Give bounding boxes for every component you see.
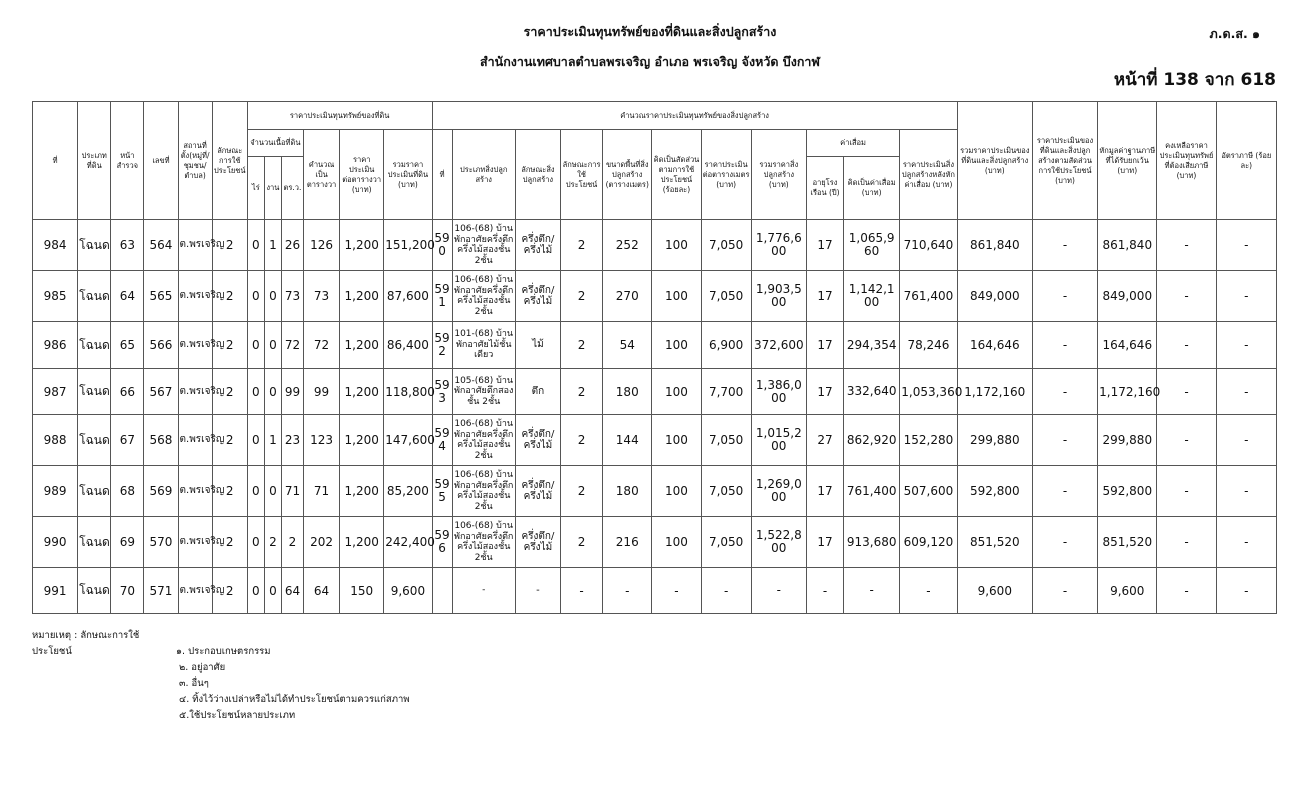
cell-location: ต.พรเจริญ — [178, 322, 212, 369]
cell-rai: 0 — [247, 568, 264, 614]
cell-b-area: 180 — [603, 369, 652, 415]
cell-sq-wa: 26 — [281, 220, 303, 271]
cell-b-area: 144 — [603, 415, 652, 466]
cell-age: - — [806, 568, 843, 614]
col-header-land-use: ลักษณะการใช้ประโยชน์ — [212, 102, 247, 220]
cell-depr-amount: 332,640 — [844, 369, 900, 415]
col-header-ngan: งาน — [264, 157, 281, 220]
cell-grand-total: 849,000 — [957, 271, 1032, 322]
cell-rai: 0 — [247, 517, 264, 568]
cell-taxable: - — [1157, 568, 1216, 614]
cell-b-net: - — [900, 568, 957, 614]
col-header-building-area: ขนาดพื้นที่สิ่งปลูกสร้าง (ตารางเมตร) — [603, 130, 652, 220]
notes-section — [32, 628, 410, 724]
cell-age: 17 — [806, 271, 843, 322]
col-header-building-use: ลักษณะการใช้ประโยชน์ — [561, 130, 603, 220]
cell-price-per-sq-wa: 1,200 — [340, 220, 384, 271]
cell-b-no: 596 — [432, 517, 452, 568]
cell-deed-no: 568 — [144, 415, 178, 466]
cell-price-per-sq-wa: 1,200 — [340, 466, 384, 517]
cell-total-sq-wa: 64 — [304, 568, 340, 614]
cell-b-style: ครึ่งตึก/ครึ่งไม้ — [515, 220, 560, 271]
cell-partial-value: - — [1032, 322, 1097, 369]
col-header-building-percent: คิดเป็นสัดส่วนตามการใช้ประโยชน์ (ร้อยละ) — [652, 130, 701, 220]
cell-b-percent: 100 — [652, 517, 701, 568]
cell-b-area: 270 — [603, 271, 652, 322]
cell-b-area: 180 — [603, 466, 652, 517]
table-row — [33, 322, 1277, 369]
cell-b-style: ครึ่งตึก/ครึ่งไม้ — [515, 466, 560, 517]
cell-no: 986 — [33, 322, 78, 369]
cell-land-type: โฉนด — [78, 220, 111, 271]
cell-ngan: 0 — [264, 322, 281, 369]
cell-b-percent: 100 — [652, 220, 701, 271]
cell-b-price-sqm: 7,050 — [701, 466, 751, 517]
cell-tax-rate: - — [1216, 271, 1276, 322]
cell-rai: 0 — [247, 415, 264, 466]
cell-ngan: 0 — [264, 568, 281, 614]
cell-rai: 0 — [247, 322, 264, 369]
cell-partial-value: - — [1032, 517, 1097, 568]
group-header-depreciation: ค่าเสื่อม — [806, 130, 899, 157]
cell-b-style: ครึ่งตึก/ครึ่งไม้ — [515, 517, 560, 568]
col-header-total-sq-wa: คำนวณเป็นตารางวา — [304, 130, 340, 220]
cell-b-use: 2 — [561, 220, 603, 271]
cell-deduction: 861,840 — [1098, 220, 1157, 271]
cell-location: ต.พรเจริญ — [178, 415, 212, 466]
col-header-taxable: คงเหลือราคาประเมินทุนทรัพย์ที่ต้องเสียภาษี (บาท) — [1157, 102, 1216, 220]
cell-grand-total: 861,840 — [957, 220, 1032, 271]
cell-deduction: 851,520 — [1098, 517, 1157, 568]
cell-grand-total: 1,172,160 — [957, 369, 1032, 415]
cell-land-type: โฉนด — [78, 568, 111, 614]
cell-land-total: 151,200 — [384, 220, 432, 271]
cell-land-total: 118,800 — [384, 369, 432, 415]
cell-b-net: 609,120 — [900, 517, 957, 568]
table-row — [33, 415, 1277, 466]
cell-deed-no: 571 — [144, 568, 178, 614]
cell-deed-no: 564 — [144, 220, 178, 271]
cell-b-total: 1,903,500 — [751, 271, 806, 322]
cell-no: 987 — [33, 369, 78, 415]
col-header-building-total: รวมราคาสิ่งปลูกสร้าง (บาท) — [751, 130, 806, 220]
cell-age: 27 — [806, 415, 843, 466]
cell-grand-total: 592,800 — [957, 466, 1032, 517]
cell-b-percent: 100 — [652, 415, 701, 466]
cell-partial-value: - — [1032, 271, 1097, 322]
cell-b-type: 105-(68) บ้านพักอาศัยตึกสองชั้น 2ชั้น — [452, 369, 515, 415]
cell-land-type: โฉนด — [78, 369, 111, 415]
cell-b-total: 1,269,000 — [751, 466, 806, 517]
cell-b-style: ไม้ — [515, 322, 560, 369]
assessment-table — [32, 101, 1277, 614]
cell-deed-no: 565 — [144, 271, 178, 322]
cell-b-use: 2 — [561, 369, 603, 415]
group-header-area: จำนวนเนื้อที่ดิน — [247, 130, 303, 157]
cell-partial-value: - — [1032, 415, 1097, 466]
cell-b-style: ครึ่งตึก/ครึ่งไม้ — [515, 415, 560, 466]
col-header-building-no: ที่ — [432, 130, 452, 220]
cell-b-price-sqm: 7,050 — [701, 271, 751, 322]
cell-b-use: 2 — [561, 271, 603, 322]
note-item: ๕.ใช้ประโยชน์หลายประเภท — [179, 710, 296, 721]
table-row — [33, 517, 1277, 568]
cell-taxable: - — [1157, 517, 1216, 568]
cell-no: 990 — [33, 517, 78, 568]
cell-b-price-sqm: 7,700 — [701, 369, 751, 415]
col-header-sq-wa: ตร.ว. — [281, 157, 303, 220]
cell-b-no: 590 — [432, 220, 452, 271]
cell-deed-no: 569 — [144, 466, 178, 517]
cell-taxable: - — [1157, 220, 1216, 271]
cell-land-use: 2 — [212, 517, 247, 568]
cell-price-per-sq-wa: 1,200 — [340, 369, 384, 415]
cell-deduction: 9,600 — [1098, 568, 1157, 614]
cell-tax-rate: - — [1216, 517, 1276, 568]
cell-tax-rate: - — [1216, 415, 1276, 466]
cell-ngan: 0 — [264, 369, 281, 415]
cell-partial-value: - — [1032, 568, 1097, 614]
cell-tax-rate: - — [1216, 466, 1276, 517]
cell-land-use: 2 — [212, 271, 247, 322]
cell-land-total: 147,600 — [384, 415, 432, 466]
col-header-land-type: ประเภทที่ดิน — [78, 102, 111, 220]
cell-age: 17 — [806, 517, 843, 568]
cell-land-type: โฉนด — [78, 466, 111, 517]
cell-ngan: 0 — [264, 466, 281, 517]
cell-b-style: ตึก — [515, 369, 560, 415]
cell-rai: 0 — [247, 220, 264, 271]
cell-b-use: 2 — [561, 466, 603, 517]
cell-deed-no: 566 — [144, 322, 178, 369]
cell-rai: 0 — [247, 466, 264, 517]
cell-age: 17 — [806, 466, 843, 517]
cell-land-type: โฉนด — [78, 271, 111, 322]
cell-depr-amount: 862,920 — [844, 415, 900, 466]
cell-survey-page: 67 — [111, 415, 144, 466]
cell-b-net: 507,600 — [900, 466, 957, 517]
cell-survey-page: 65 — [111, 322, 144, 369]
cell-depr-amount: 294,354 — [844, 322, 900, 369]
cell-sq-wa: 23 — [281, 415, 303, 466]
col-header-tax-rate: อัตราภาษี (ร้อยละ) — [1216, 102, 1276, 220]
cell-b-type: 106-(68) บ้านพักอาศัยครึ่งตึกครึ่งไม้สองชั้น 2ชั้น — [452, 415, 515, 466]
cell-b-net: 761,400 — [900, 271, 957, 322]
cell-depr-amount: 761,400 — [844, 466, 900, 517]
note-item: ๔. ทิ้งไว้ว่างเปล่าหรือไม่ได้ทำประโยชน์ตามควรแก่สภาพ — [179, 694, 410, 705]
cell-b-net: 710,640 — [900, 220, 957, 271]
cell-taxable: - — [1157, 271, 1216, 322]
cell-land-use: 2 — [212, 466, 247, 517]
col-header-location: สถานที่ตั้ง(หมู่ที่/ชุมชน/ตำบล) — [178, 102, 212, 220]
col-header-price-per-sq-wa: ราคาประเมินต่อตารางวา (บาท) — [340, 130, 384, 220]
cell-no: 988 — [33, 415, 78, 466]
cell-depr-amount: 1,065,960 — [844, 220, 900, 271]
cell-survey-page: 63 — [111, 220, 144, 271]
cell-b-type: - — [452, 568, 515, 614]
cell-grand-total: 299,880 — [957, 415, 1032, 466]
group-header-land: ราคาประเมินทุนทรัพย์ของที่ดิน — [247, 102, 432, 130]
col-header-rai: ไร่ — [247, 157, 264, 220]
cell-sq-wa: 99 — [281, 369, 303, 415]
cell-b-no — [432, 568, 452, 614]
cell-grand-total: 164,646 — [957, 322, 1032, 369]
cell-b-price-sqm: 7,050 — [701, 415, 751, 466]
cell-deduction: 592,800 — [1098, 466, 1157, 517]
report-title: ราคาประเมินทุนทรัพย์ของที่ดินและสิ่งปลูกสร้าง — [523, 24, 777, 39]
cell-b-type: 106-(68) บ้านพักอาศัยครึ่งตึกครึ่งไม้สองชั้น 2ชั้น — [452, 220, 515, 271]
cell-tax-rate: - — [1216, 220, 1276, 271]
cell-b-net: 152,280 — [900, 415, 957, 466]
cell-b-percent: 100 — [652, 322, 701, 369]
cell-b-use: 2 — [561, 517, 603, 568]
table-row — [33, 568, 1277, 614]
cell-b-no: 593 — [432, 369, 452, 415]
cell-price-per-sq-wa: 1,200 — [340, 271, 384, 322]
note-item: ๒. อยู่อาศัย — [179, 662, 226, 673]
cell-taxable: - — [1157, 369, 1216, 415]
cell-land-total: 9,600 — [384, 568, 432, 614]
cell-total-sq-wa: 126 — [304, 220, 340, 271]
cell-deduction: 849,000 — [1098, 271, 1157, 322]
cell-b-total: 1,015,200 — [751, 415, 806, 466]
cell-b-use: 2 — [561, 415, 603, 466]
cell-b-price-sqm: - — [701, 568, 751, 614]
cell-b-area: - — [603, 568, 652, 614]
cell-b-type: 106-(68) บ้านพักอาศัยครึ่งตึกครึ่งไม้สองชั้น 2ชั้น — [452, 517, 515, 568]
cell-taxable: - — [1157, 322, 1216, 369]
cell-no: 984 — [33, 220, 78, 271]
cell-total-sq-wa: 202 — [304, 517, 340, 568]
cell-location: ต.พรเจริญ — [178, 568, 212, 614]
cell-land-total: 242,400 — [384, 517, 432, 568]
page-indicator: หน้าที่ 138 จาก 618 — [1113, 70, 1276, 90]
cell-taxable: - — [1157, 466, 1216, 517]
cell-b-price-sqm: 7,050 — [701, 220, 751, 271]
cell-deduction: 1,172,160 — [1098, 369, 1157, 415]
cell-location: ต.พรเจริญ — [178, 220, 212, 271]
cell-rai: 0 — [247, 271, 264, 322]
cell-deduction: 299,880 — [1098, 415, 1157, 466]
cell-sq-wa: 2 — [281, 517, 303, 568]
cell-b-type: 101-(68) บ้านพักอาศัยไม้ชั้นเดียว — [452, 322, 515, 369]
note-item: ๑. ประกอบเกษตรกรรม — [176, 646, 271, 657]
cell-b-total: 372,600 — [751, 322, 806, 369]
cell-location: ต.พรเจริญ — [178, 369, 212, 415]
cell-price-per-sq-wa: 1,200 — [340, 517, 384, 568]
cell-land-type: โฉนด — [78, 517, 111, 568]
cell-tax-rate: - — [1216, 322, 1276, 369]
cell-b-style: - — [515, 568, 560, 614]
cell-land-use: 2 — [212, 369, 247, 415]
cell-b-percent: 100 — [652, 369, 701, 415]
cell-b-style: ครึ่งตึก/ครึ่งไม้ — [515, 271, 560, 322]
notes-label: หมายเหตุ : ลักษณะการใช้ประโยชน์ — [32, 630, 140, 657]
cell-b-use: 2 — [561, 322, 603, 369]
cell-no: 985 — [33, 271, 78, 322]
cell-total-sq-wa: 99 — [304, 369, 340, 415]
note-item: ๓. อื่นๆ — [179, 678, 209, 689]
col-header-survey-page: หน้าสำรวจ — [111, 102, 144, 220]
cell-b-net: 1,053,360 — [900, 369, 957, 415]
cell-land-total: 85,200 — [384, 466, 432, 517]
cell-tax-rate: - — [1216, 369, 1276, 415]
cell-b-price-sqm: 6,900 — [701, 322, 751, 369]
cell-b-area: 252 — [603, 220, 652, 271]
cell-b-no: 592 — [432, 322, 452, 369]
cell-deduction: 164,646 — [1098, 322, 1157, 369]
cell-total-sq-wa: 73 — [304, 271, 340, 322]
col-header-building-net: ราคาประเมินสิ่งปลูกสร้างหลังหักค่าเสื่อม (บาท) — [900, 130, 957, 220]
cell-b-total: 1,776,600 — [751, 220, 806, 271]
cell-partial-value: - — [1032, 369, 1097, 415]
cell-survey-page: 70 — [111, 568, 144, 614]
col-header-deduction: หักมูลค่าฐานภาษีที่ได้รับยกเว้น (บาท) — [1098, 102, 1157, 220]
cell-age: 17 — [806, 220, 843, 271]
cell-sq-wa: 71 — [281, 466, 303, 517]
cell-age: 17 — [806, 369, 843, 415]
report-subtitle: สำนักงานเทศบาลตำบลพรเจริญ อำเภอ พรเจริญ จังหวัด บึงกาฬ — [480, 54, 820, 69]
cell-b-area: 54 — [603, 322, 652, 369]
cell-location: ต.พรเจริญ — [178, 517, 212, 568]
cell-land-type: โฉนด — [78, 415, 111, 466]
cell-b-type: 106-(68) บ้านพักอาศัยครึ่งตึกครึ่งไม้สองชั้น 2ชั้น — [452, 466, 515, 517]
cell-survey-page: 68 — [111, 466, 144, 517]
cell-survey-page: 66 — [111, 369, 144, 415]
cell-land-type: โฉนด — [78, 322, 111, 369]
cell-rai: 0 — [247, 369, 264, 415]
col-header-age: อายุโรงเรือน (ปี) — [806, 157, 843, 220]
cell-b-no: 595 — [432, 466, 452, 517]
cell-age: 17 — [806, 322, 843, 369]
cell-grand-total: 9,600 — [957, 568, 1032, 614]
cell-b-percent: - — [652, 568, 701, 614]
cell-depr-amount: 913,680 — [844, 517, 900, 568]
col-header-no: ที่ — [33, 102, 78, 220]
cell-survey-page: 64 — [111, 271, 144, 322]
col-header-partial-value: ราคาประเมินของที่ดินและสิ่งปลูกสร้างตามสัดส่วนการใช้ประโยชน์ (บาท) — [1032, 102, 1097, 220]
cell-price-per-sq-wa: 1,200 — [340, 415, 384, 466]
cell-sq-wa: 64 — [281, 568, 303, 614]
cell-b-area: 216 — [603, 517, 652, 568]
col-header-deed-no: เลขที่ — [144, 102, 178, 220]
cell-ngan: 1 — [264, 415, 281, 466]
table-row — [33, 369, 1277, 415]
cell-land-use: 2 — [212, 568, 247, 614]
cell-total-sq-wa: 123 — [304, 415, 340, 466]
cell-b-total: 1,522,800 — [751, 517, 806, 568]
cell-depr-amount: - — [844, 568, 900, 614]
cell-price-per-sq-wa: 1,200 — [340, 322, 384, 369]
cell-b-price-sqm: 7,050 — [701, 517, 751, 568]
cell-land-use: 2 — [212, 220, 247, 271]
col-header-grand-total: รวมราคาประเมินของที่ดินและสิ่งปลูกสร้าง (บาท) — [957, 102, 1032, 220]
cell-ngan: 1 — [264, 220, 281, 271]
cell-land-use: 2 — [212, 322, 247, 369]
table-row — [33, 271, 1277, 322]
cell-sq-wa: 73 — [281, 271, 303, 322]
cell-land-use: 2 — [212, 415, 247, 466]
table-row — [33, 220, 1277, 271]
cell-depr-amount: 1,142,100 — [844, 271, 900, 322]
col-header-building-type: ประเภทสิ่งปลูกสร้าง — [452, 130, 515, 220]
cell-b-no: 594 — [432, 415, 452, 466]
cell-total-sq-wa: 71 — [304, 466, 340, 517]
col-header-building-price-sqm: ราคาประเมินต่อตารางเมตร (บาท) — [701, 130, 751, 220]
col-header-building-style: ลักษณะสิ่งปลูกสร้าง — [515, 130, 560, 220]
cell-land-total: 86,400 — [384, 322, 432, 369]
cell-grand-total: 851,520 — [957, 517, 1032, 568]
cell-deed-no: 570 — [144, 517, 178, 568]
cell-no: 989 — [33, 466, 78, 517]
cell-sq-wa: 72 — [281, 322, 303, 369]
cell-b-total: - — [751, 568, 806, 614]
cell-land-total: 87,600 — [384, 271, 432, 322]
cell-partial-value: - — [1032, 466, 1097, 517]
cell-ngan: 0 — [264, 271, 281, 322]
cell-b-net: 78,246 — [900, 322, 957, 369]
cell-location: ต.พรเจริญ — [178, 271, 212, 322]
cell-b-percent: 100 — [652, 466, 701, 517]
form-code: ภ.ด.ส. ๑ — [1209, 26, 1260, 41]
cell-no: 991 — [33, 568, 78, 614]
col-header-land-total: รวมราคาประเมินที่ดิน (บาท) — [384, 130, 432, 220]
cell-b-use: - — [561, 568, 603, 614]
cell-survey-page: 69 — [111, 517, 144, 568]
cell-b-percent: 100 — [652, 271, 701, 322]
cell-ngan: 2 — [264, 517, 281, 568]
cell-location: ต.พรเจริญ — [178, 466, 212, 517]
cell-price-per-sq-wa: 150 — [340, 568, 384, 614]
cell-b-no: 591 — [432, 271, 452, 322]
cell-b-type: 106-(68) บ้านพักอาศัยครึ่งตึกครึ่งไม้สองชั้น 2ชั้น — [452, 271, 515, 322]
cell-taxable: - — [1157, 415, 1216, 466]
cell-partial-value: - — [1032, 220, 1097, 271]
col-header-depreciation-amount: คิดเป็นค่าเสื่อม (บาท) — [844, 157, 900, 220]
cell-deed-no: 567 — [144, 369, 178, 415]
cell-b-total: 1,386,000 — [751, 369, 806, 415]
group-header-building: คำนวณราคาประเมินทุนทรัพย์ของสิ่งปลูกสร้าง — [432, 102, 957, 130]
cell-tax-rate: - — [1216, 568, 1276, 614]
table-row — [33, 466, 1277, 517]
cell-total-sq-wa: 72 — [304, 322, 340, 369]
